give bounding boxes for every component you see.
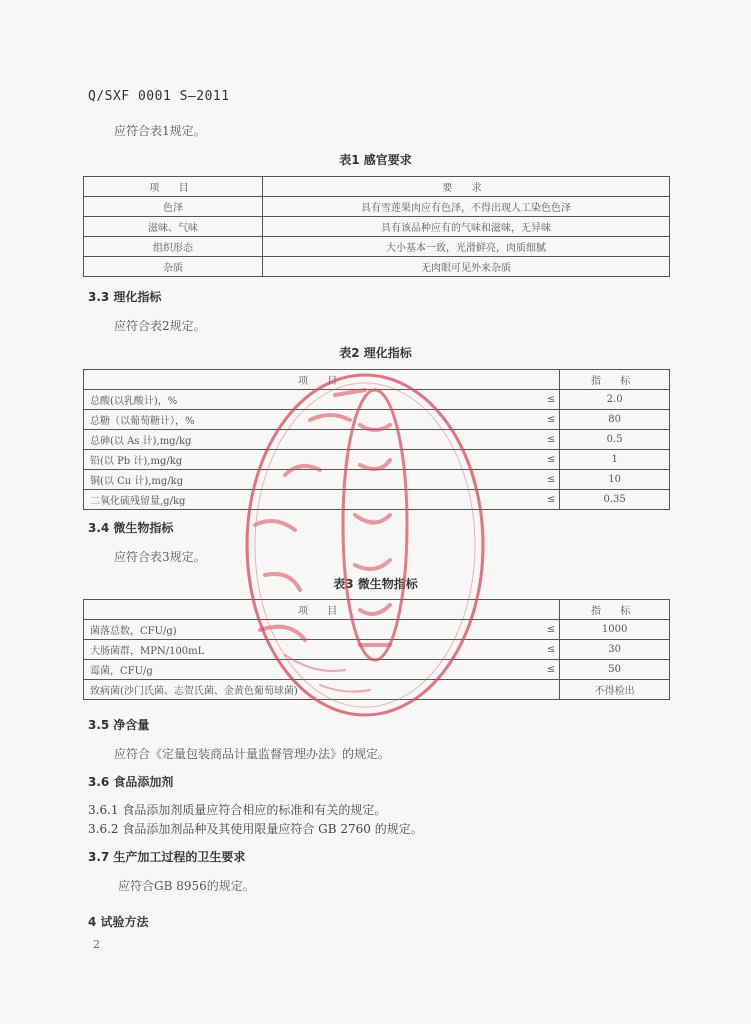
table-cell: 杂质 [84,257,263,277]
table2-caption: 表2 理化指标 [339,346,412,360]
table-cell: ≤ [529,410,560,430]
section-4-heading: 4 试验方法 [88,915,149,929]
official-seal-stamp [225,355,495,735]
table-cell: 1 [560,450,670,470]
table-cell: 总糖（以葡萄糖计），% [84,410,530,430]
table-cell: 50 [560,660,670,680]
table-cell: ≤ [529,390,560,410]
seal-glyph-strokes-center [355,425,390,645]
table-cell: 总酸(以乳酸计)，% [84,390,530,410]
section-3-7-heading: 3.7 生产加工过程的卫生要求 [88,850,246,864]
table-cell: 10 [560,470,670,490]
seal-graphic [247,375,483,715]
section-3-5-heading: 3.5 净含量 [88,718,150,732]
table-cell: 30 [560,640,670,660]
table-cell: 二氧化硫残留量,g/kg [84,490,530,510]
table-cell: ≤ [529,640,560,660]
table-cell: 铅(以 Pb 计),mg/kg [84,450,530,470]
table-row [84,197,670,217]
section-3-6-1-text: 3.6.1 食品添加剂质量应符合相应的标准和有关的规定。 [88,803,387,817]
table-cell: 不得检出 [560,680,670,700]
table-header-cell: 项 目 [84,370,560,390]
table-cell: 总砷(以 As 计),mg/kg [84,430,530,450]
table-cell: 具有雪莲果肉应有色泽，不得出现人工染色色泽 [263,197,670,217]
table-cell: 80 [560,410,670,430]
table3-caption: 表3 微生物指标 [333,577,418,591]
section-3-6-heading: 3.6 食品添加剂 [88,775,174,789]
table-cell: 致病菌(沙门氏菌、志贺氏菌、金黄色葡萄球菌) [84,680,560,700]
section-3-3-heading: 3.3 理化指标 [88,290,162,304]
document-number: Q/SXF 0001 S—2011 [88,89,230,104]
table-cell: ≤ [529,470,560,490]
table-cell: ≤ [529,620,560,640]
section-3-3-text: 应符合表2规定。 [114,319,206,333]
table-cell: 0.5 [560,430,670,450]
table-header-cell: 指 标 [560,370,670,390]
table-cell: 组织形态 [84,237,263,257]
seal-inner-ring [255,383,475,707]
table-cell: 色泽 [84,197,263,217]
table-cell: ≤ [529,450,560,470]
intro-paragraph: 应符合表1规定。 [114,124,206,138]
table-header-cell: 指 标 [560,600,670,620]
table-header-cell: 项 目 [84,600,560,620]
table-cell: 具有该品种应有的气味和滋味，无异味 [263,217,670,237]
table-cell: 滋味、气味 [84,217,263,237]
table-cell: 无肉眼可见外来杂质 [263,257,670,277]
table-header-cell: 项 目 [84,177,263,197]
table-cell: 2.0 [560,390,670,410]
section-3-6-2-text: 3.6.2 食品添加剂品种及其使用限量应符合 GB 2760 的规定。 [88,822,423,836]
table-row [84,217,670,237]
table-cell: 霉菌，CFU/g [84,660,530,680]
table-cell: ≤ [529,490,560,510]
page-number: 2 [93,938,100,951]
table-cell: 大小基本一致，光滑鲜亮，肉质细腻 [263,237,670,257]
table-header-row [84,177,670,197]
section-3-4-heading: 3.4 微生物指标 [88,521,174,535]
table-header-cell: 要 求 [263,177,670,197]
table-cell: 铜(以 Cu 计),mg/kg [84,470,530,490]
table-cell: 菌落总数，CFU/g) [84,620,530,640]
table-cell: 1000 [560,620,670,640]
section-3-4-text: 应符合表3规定。 [114,550,206,564]
table1-sensory [83,176,670,277]
section-3-5-text: 应符合《定量包装商品计量监督管理办法》的规定。 [114,747,391,761]
table-cell: 大肠菌群，MPN/100mL [84,640,530,660]
section-3-7-text: 应符合GB 8956的规定。 [118,879,255,893]
table-cell: ≤ [529,660,560,680]
table1-caption: 表1 感官要求 [339,153,412,167]
table-cell: ≤ [529,430,560,450]
table-row [84,257,670,277]
table-cell: 0.35 [560,490,670,510]
table-row [84,237,670,257]
